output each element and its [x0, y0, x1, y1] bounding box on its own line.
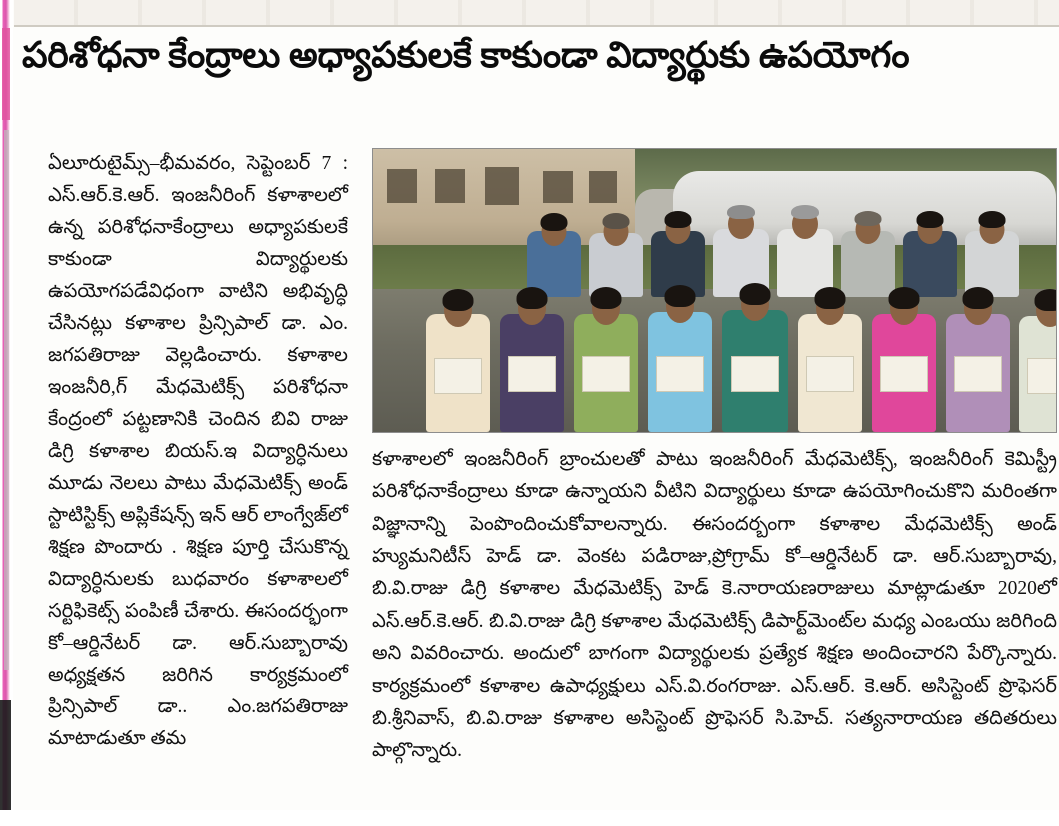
scan-left-magenta-block: [2, 28, 10, 120]
photo-person: [569, 270, 643, 432]
clipping-bottom-crop: [0, 810, 1059, 826]
article-left-column: ఏలూరుటైమ్స్–భీమవరం, సెప్టెంబర్ 7 : ఎస్.ఆర్.కె.ఆర్. ఇంజనీరింగ్ కళాశాలలో ఉన్న పరిశోధనాకేంద్రాలు అధ్యాపకులకే కాకుండా విద్యార్థులకు ఉపయోగపడేవిధంగా వాటిని అభివృద్ధి చేసినట్లు కళాశాల ప్రిన్సిపాల్ డా. ఎం. జగపతిరాజు వెల్లడించారు. కళాశాల ఇంజనీరి,గ్ మేధమెటిక్స్ పరిశోధనా కేంద్రంలో పట్టణానికి చెందిన బివి రాజు డిగ్రి కళాశాల బియస్.ఇ విద్యార్ధినులు మూడు నెలలు పాటు మేధమెటిక్స్ అండ్ స్టాటిస్టిక్స్ అప్లికేషన్స్ ఇన్ ఆర్ లాంగ్వేజ్‌లో శిక్షణ పొందారు . శిక్షణ పూర్తి చేసుకొన్న విద్యార్ధినులకు బుధవారం కళాశాలలో సర్టిఫికెట్స్ పంపిణీ చేశారు. ఈసందర్భంగా కో–ఆర్డినేటర్ డా. ఆర్.సుబ్బారావు అధ్యక్షతన జరిగిన కార్యక్రమంలో ప్రిన్సిపాల్ డా.. ఎం.జగపతిరాజు మాటాడుతూ తమ: [48, 153, 348, 750]
photo-person: [941, 270, 1015, 432]
photo-front-row: [393, 257, 1053, 432]
photo-person: [643, 268, 717, 432]
scan-top-rule: [14, 25, 1059, 27]
photo-person: [793, 270, 867, 432]
photo-person: [1015, 272, 1057, 432]
article-right-column: కళాశాలలో ఇంజనీరింగ్ బ్రాంచులతో పాటు ఇంజనీరింగ్ మేధమెటిక్స్, ఇంజనీరింగ్ కెమిస్ట్రీ పరిశోధనాకేంద్రాలు కూడా ఉన్నాయని వీటిని విద్యార్థులు కూడా ఉపయోగించుకొని మరింతగా విజ్ఞానాన్ని పెంపొందించుకోవాలన్నారు. ఈసందర్బంగా కళాశాల మేధమెటిక్స్ అండ్ హ్యుమనిటీస్ హెడ్ డా. వెంకట పడిరాజు,ప్రోగ్రామ్ కో–ఆర్డినేటర్ డా. ఆర్.సుబ్బారావు, బి.వి.రాజు డిగ్రి కళాశాల మేధమెటిక్స్ హెడ్ కె.నారాయణరాజులు మాట్లాడుతూ 2020లో ఎస్.ఆర్.కె.ఆర్. బి.వి.రాజు డిగ్రి కళాశాల మేధమెటిక్స్ డిపార్ట్‌మెంట్‌ల మధ్య ఎంఒయు జరిగింది అని వివరించారు. అందులో బాగంగా విద్యార్థులకు ప్రత్యేక శిక్షణ అందించారని పేర్కొన్నారు. కార్యక్రమంలో కళాశాల ఉపాధ్యక్షులు ఎస్.వి.రంగరాజు. ఎస్.ఆర్. కె.ఆర్. అసిస్టెంట్ ప్రొఫెసర్ బి.శ్రీనివాస్, బి.వి.రాజు కళాశాల అసిస్టెంట్ ప్రొఫెసర్ సి.హెచ్. సత్యనారాయణ తదితరులు పాల్గొన్నారు.: [372, 449, 1057, 762]
photo-person: [867, 270, 941, 432]
article-photo: [372, 148, 1057, 433]
scan-top-strip: [14, 0, 1059, 26]
photo-person: [421, 272, 495, 432]
page-headline: పరిశోధనా కేంద్రాలు అధ్యాపకులకే కాకుండా విద్యార్థుకు ఉపయోగం: [22, 35, 910, 75]
photo-person: [495, 270, 569, 432]
scan-left-gray-strip: [4, 130, 9, 670]
photo-person: [717, 266, 793, 432]
scan-left-dark-block: [0, 700, 11, 826]
